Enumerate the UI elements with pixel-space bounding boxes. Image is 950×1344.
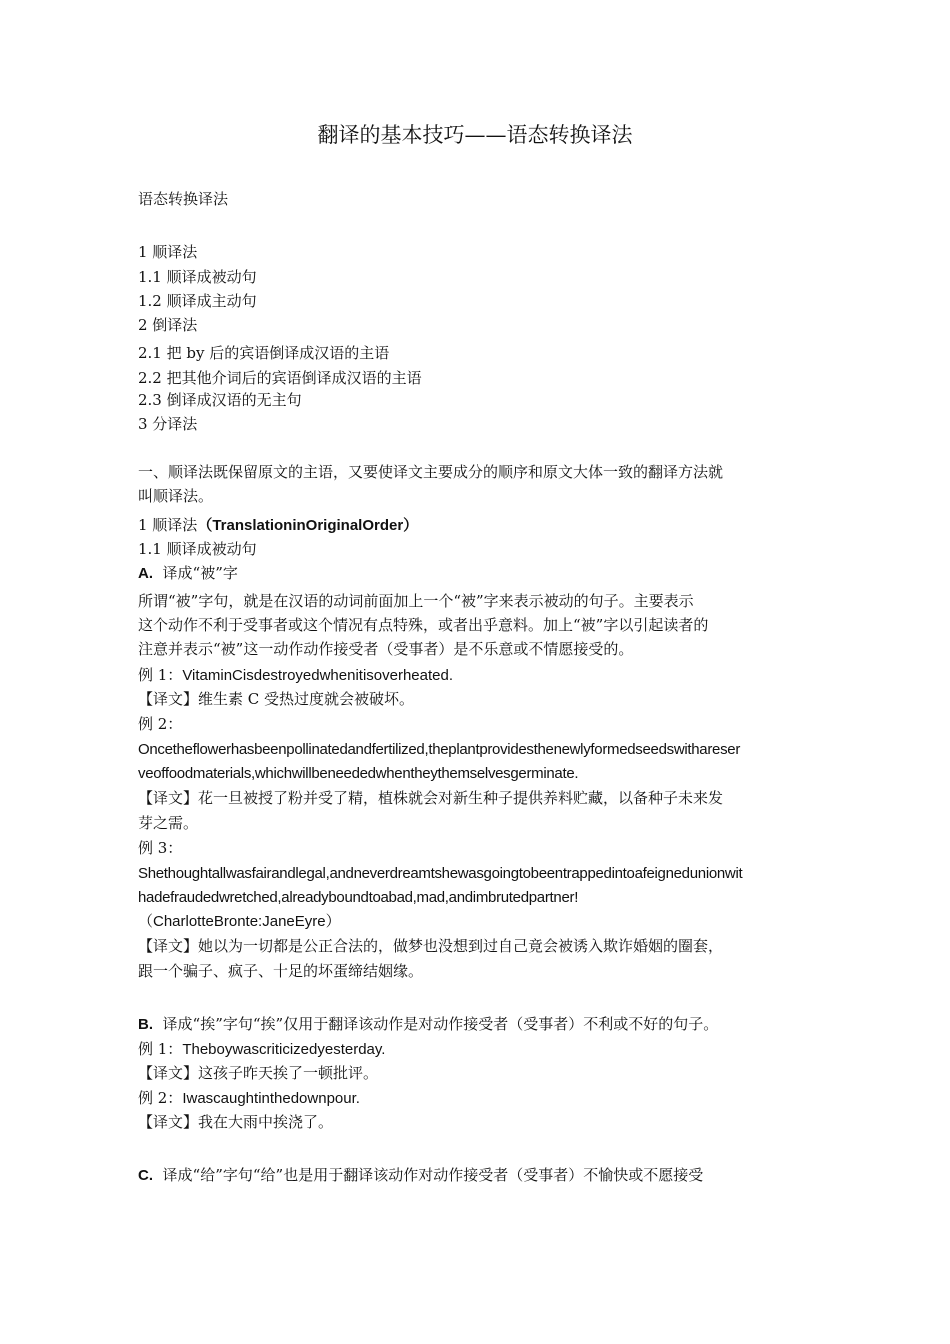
intro-paragraph-line: 叫顺译法。 bbox=[138, 487, 214, 505]
example-1 bbox=[138, 663, 828, 688]
example-english-line: Shethoughtallwasfairandlegal,andneverdreamtshewasgoingtobeentrappedintoafeignedunionwit bbox=[138, 865, 743, 882]
toc-item: 1.1 顺译成被动句 bbox=[138, 268, 257, 286]
toc-item: 2.2 把其他介词后的宾语倒译成汉语的主语 bbox=[138, 369, 422, 387]
subsection-b bbox=[138, 1012, 828, 1037]
example-english: VitaminCisdestroyedwhenitisoverheated. bbox=[182, 667, 454, 684]
example-translation-line: 【译文】花一旦被授了粉并受了精，植株就会对新生种子提供养料贮藏，以备种子未来发 bbox=[138, 789, 724, 807]
example-source: （CharlotteBronte:JaneEyre） bbox=[138, 913, 341, 930]
toc-item: 2.3 倒译成汉语的无主句 bbox=[138, 391, 302, 409]
subsection-a-label: A. bbox=[138, 565, 153, 582]
paragraph-line: 注意并表示“被”这一动作动作接受者（受事者）是不乐意或不情愿接受的。 bbox=[138, 640, 634, 658]
example-translation: 【译文】维生素 C 受热过度就会被破坏。 bbox=[138, 690, 415, 708]
example-2 bbox=[138, 1086, 828, 1111]
subsection-c-label: C. bbox=[138, 1167, 153, 1184]
subsection-c-text: 译成“给”字句“给”也是用于翻译该动作对动作接受者（受事者）不愉快或不愿接受 bbox=[162, 1166, 704, 1184]
subsection-b-text: 译成“挨”字句“挨”仅用于翻译该动作是对动作接受者（受事者）不利或不好的句子。 bbox=[162, 1015, 719, 1033]
subsection-a-text: 译成“被”字 bbox=[162, 564, 238, 582]
heading-1-1: 1.1 顺译成被动句 bbox=[138, 540, 257, 558]
subsection-a bbox=[138, 561, 828, 586]
toc-item: 1 顺译法 bbox=[138, 243, 198, 261]
example-label: 例 2： bbox=[138, 715, 183, 733]
heading-1-prefix: 1 顺译法 bbox=[138, 516, 198, 534]
example-translation-line: 【译文】她以为一切都是公正合法的，做梦也没想到过自己竟会被诱入欺诈婚姻的圈套， bbox=[138, 937, 724, 955]
subsection-c bbox=[138, 1163, 828, 1188]
toc-item: 1.2 顺译成主动句 bbox=[138, 292, 257, 310]
example-label: 例 3： bbox=[138, 839, 183, 857]
paragraph-line: 这个动作不利于受事者或这个情况有点特殊，或者出乎意料。加上“被”字以引起读者的 bbox=[138, 616, 709, 634]
example-english: Iwascaughtinthedownpour. bbox=[182, 1090, 360, 1107]
example-translation: 【译文】这孩子昨天挨了一顿批评。 bbox=[138, 1064, 379, 1082]
example-english-line: Oncetheflowerhasbeenpollinatedandfertilized,theplantprovidesthenewlyformedseedswithareser bbox=[138, 741, 741, 758]
subsection-b-label: B. bbox=[138, 1016, 153, 1033]
document-title: 翻译的基本技巧——语态转换译法 bbox=[317, 123, 633, 147]
section-heading: 语态转换译法 bbox=[138, 190, 229, 208]
example-translation-line: 芽之需。 bbox=[138, 814, 199, 832]
heading-1-english: （TranslationinOriginalOrder） bbox=[197, 517, 419, 534]
example-translation-line: 跟一个骗子、疯子、十足的坏蛋缔结姻缘。 bbox=[138, 962, 424, 980]
paragraph-line: 所谓“被”字句，就是在汉语的动词前面加上一个“被”字来表示被动的句子。主要表示 bbox=[138, 592, 694, 610]
intro-paragraph-line: 一、顺译法既保留原文的主语，又要使译文主要成分的顺序和原文大体一致的翻译方法就 bbox=[138, 463, 724, 481]
heading-1 bbox=[138, 513, 828, 538]
example-english-line: hadefraudedwretched,alreadyboundtoabad,mad,andimbrutedpartner! bbox=[138, 889, 579, 906]
example-english: Theboywascriticizedyesterday. bbox=[182, 1041, 386, 1058]
example-translation: 【译文】我在大雨中挨浇了。 bbox=[138, 1113, 334, 1131]
toc-item: 3 分译法 bbox=[138, 415, 198, 433]
example-label: 例 2： bbox=[138, 1089, 183, 1107]
example-english-line: veoffoodmaterials,whichwillbeneededwhentheythemselvesgerminate. bbox=[138, 765, 579, 782]
example-label: 例 1： bbox=[138, 1040, 183, 1058]
toc-item: 2.1 把 by 后的宾语倒译成汉语的主语 bbox=[138, 344, 390, 362]
example-1 bbox=[138, 1037, 828, 1062]
toc-item: 2 倒译法 bbox=[138, 316, 198, 334]
example-label: 例 1： bbox=[138, 666, 183, 684]
